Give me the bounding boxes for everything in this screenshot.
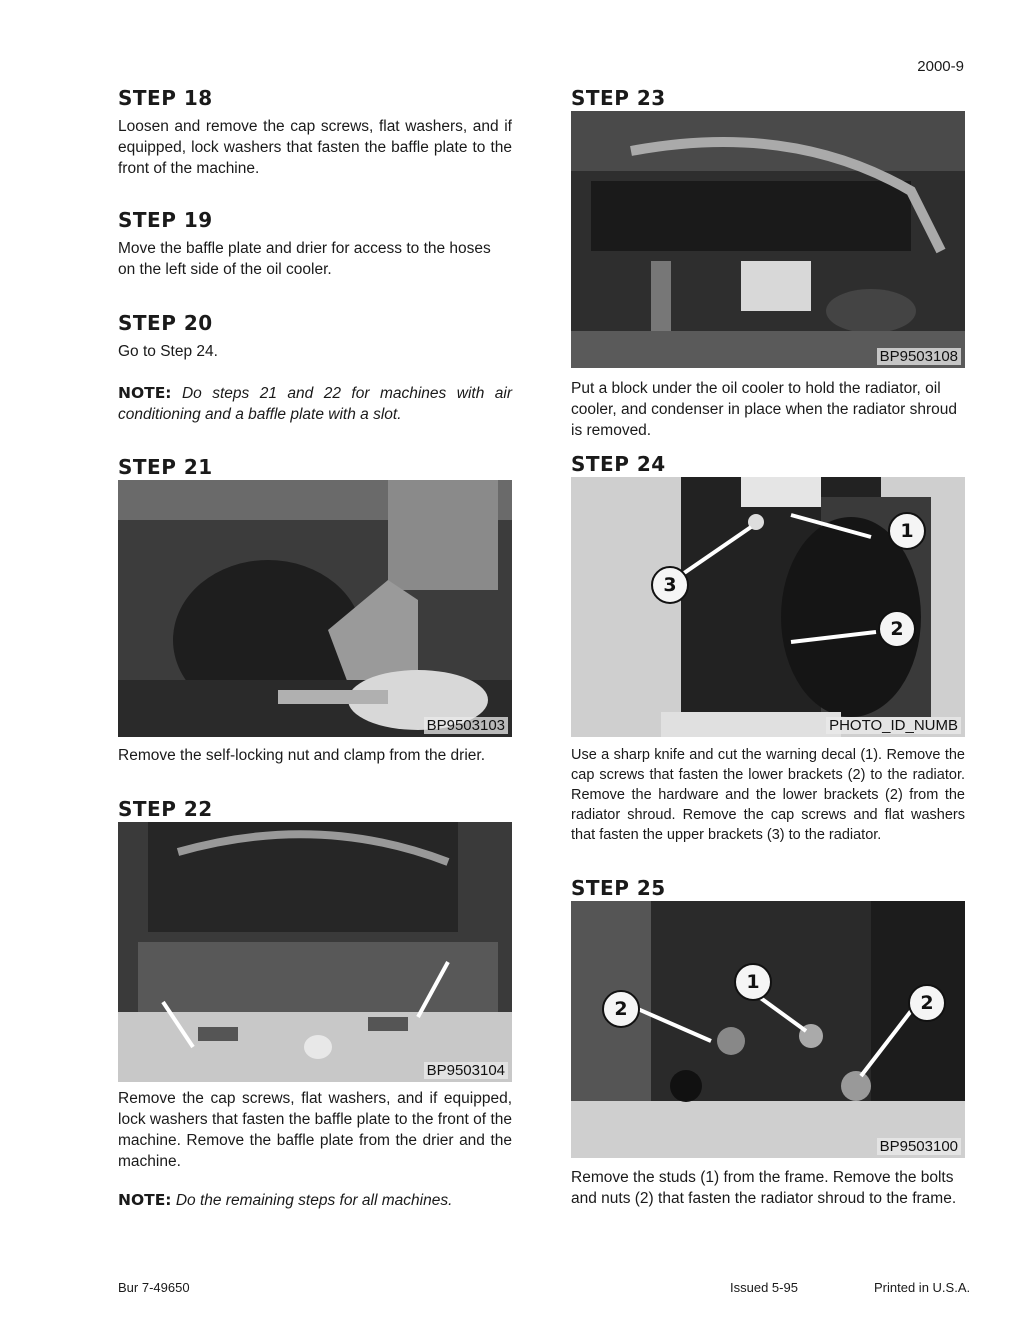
note-label: NOTE: bbox=[118, 1191, 172, 1209]
step-21-photo bbox=[118, 480, 512, 737]
step-24-photo bbox=[571, 477, 965, 737]
callout-2: 2 bbox=[878, 610, 916, 648]
photo-id-label: BP9503108 bbox=[877, 348, 961, 365]
step-22-title: STEP 22 bbox=[118, 797, 213, 821]
step-23-caption: Put a block under the oil cooler to hold the radiator, oil cooler, and condenser in place when the radiator shroud is removed. bbox=[571, 380, 958, 439]
step-20-title: STEP 20 bbox=[118, 311, 213, 335]
step-25-caption: Remove the studs (1) from the frame. Remove the bolts and nuts (2) that fasten the radiator shroud to the frame. bbox=[571, 1169, 957, 1207]
step-18-title: STEP 18 bbox=[118, 86, 213, 110]
note-text: Do steps 21 and 22 for machines with air conditioning and a baffle plate with a slot. bbox=[118, 385, 512, 423]
note-all-machines bbox=[118, 1190, 512, 1211]
step-21-title: STEP 21 bbox=[118, 455, 213, 479]
footer-doc-id: Bur 7-49650 bbox=[118, 1280, 190, 1295]
callout-2-right: 2 bbox=[908, 984, 946, 1022]
photo-id-label: PHOTO_ID_NUMB bbox=[826, 717, 961, 734]
step-23-title: STEP 23 bbox=[571, 86, 666, 110]
step-24-caption: Use a sharp knife and cut the warning decal (1). Remove the cap screws that fasten the lower brackets (2) to the radiator. Remove the hardware and the lower brackets (2) from the radiator shroud. Remove the cap screws and flat washers that fasten the upper brackets (3) to the radiator. bbox=[571, 747, 965, 843]
callout-1: 1 bbox=[734, 963, 772, 1001]
step-19-text: Move the baffle plate and drier for access to the hoses on the left side of the oil cooler. bbox=[118, 240, 491, 278]
step-18-text: Loosen and remove the cap screws, flat washers, and if equipped, lock washers that fasten the baffle plate to the front of the machine. bbox=[118, 118, 512, 177]
step-22-photo bbox=[118, 822, 512, 1082]
photo-id-label: BP9503100 bbox=[877, 1138, 961, 1155]
page-number: 2000-9 bbox=[917, 58, 964, 75]
note-label: NOTE: bbox=[118, 384, 172, 402]
footer-issued: Issued 5-95 bbox=[730, 1280, 798, 1295]
step-19-title: STEP 19 bbox=[118, 208, 213, 232]
step-23-photo bbox=[571, 111, 965, 368]
callout-1: 1 bbox=[888, 512, 926, 550]
step-25-title: STEP 25 bbox=[571, 876, 666, 900]
photo-id-label: BP9503103 bbox=[424, 717, 508, 734]
step-20-text: Go to Step 24. bbox=[118, 343, 218, 360]
note-air-conditioning bbox=[118, 383, 512, 425]
step-22-caption: Remove the cap screws, flat washers, and if equipped, lock washers that fasten the baffle plate to the front of the machine. Remove the baffle plate from the drier and the machine. bbox=[118, 1090, 512, 1170]
footer-printed: Printed in U.S.A. bbox=[874, 1280, 971, 1295]
step-21-caption: Remove the self-locking nut and clamp from the drier. bbox=[118, 747, 486, 764]
callout-3: 3 bbox=[651, 566, 689, 604]
step-24-title: STEP 24 bbox=[571, 452, 666, 476]
photo-id-label: BP9503104 bbox=[424, 1062, 508, 1079]
step-25-photo bbox=[571, 901, 965, 1158]
callout-2-left: 2 bbox=[602, 990, 640, 1028]
note-text: Do the remaining steps for all machines. bbox=[175, 1192, 453, 1209]
